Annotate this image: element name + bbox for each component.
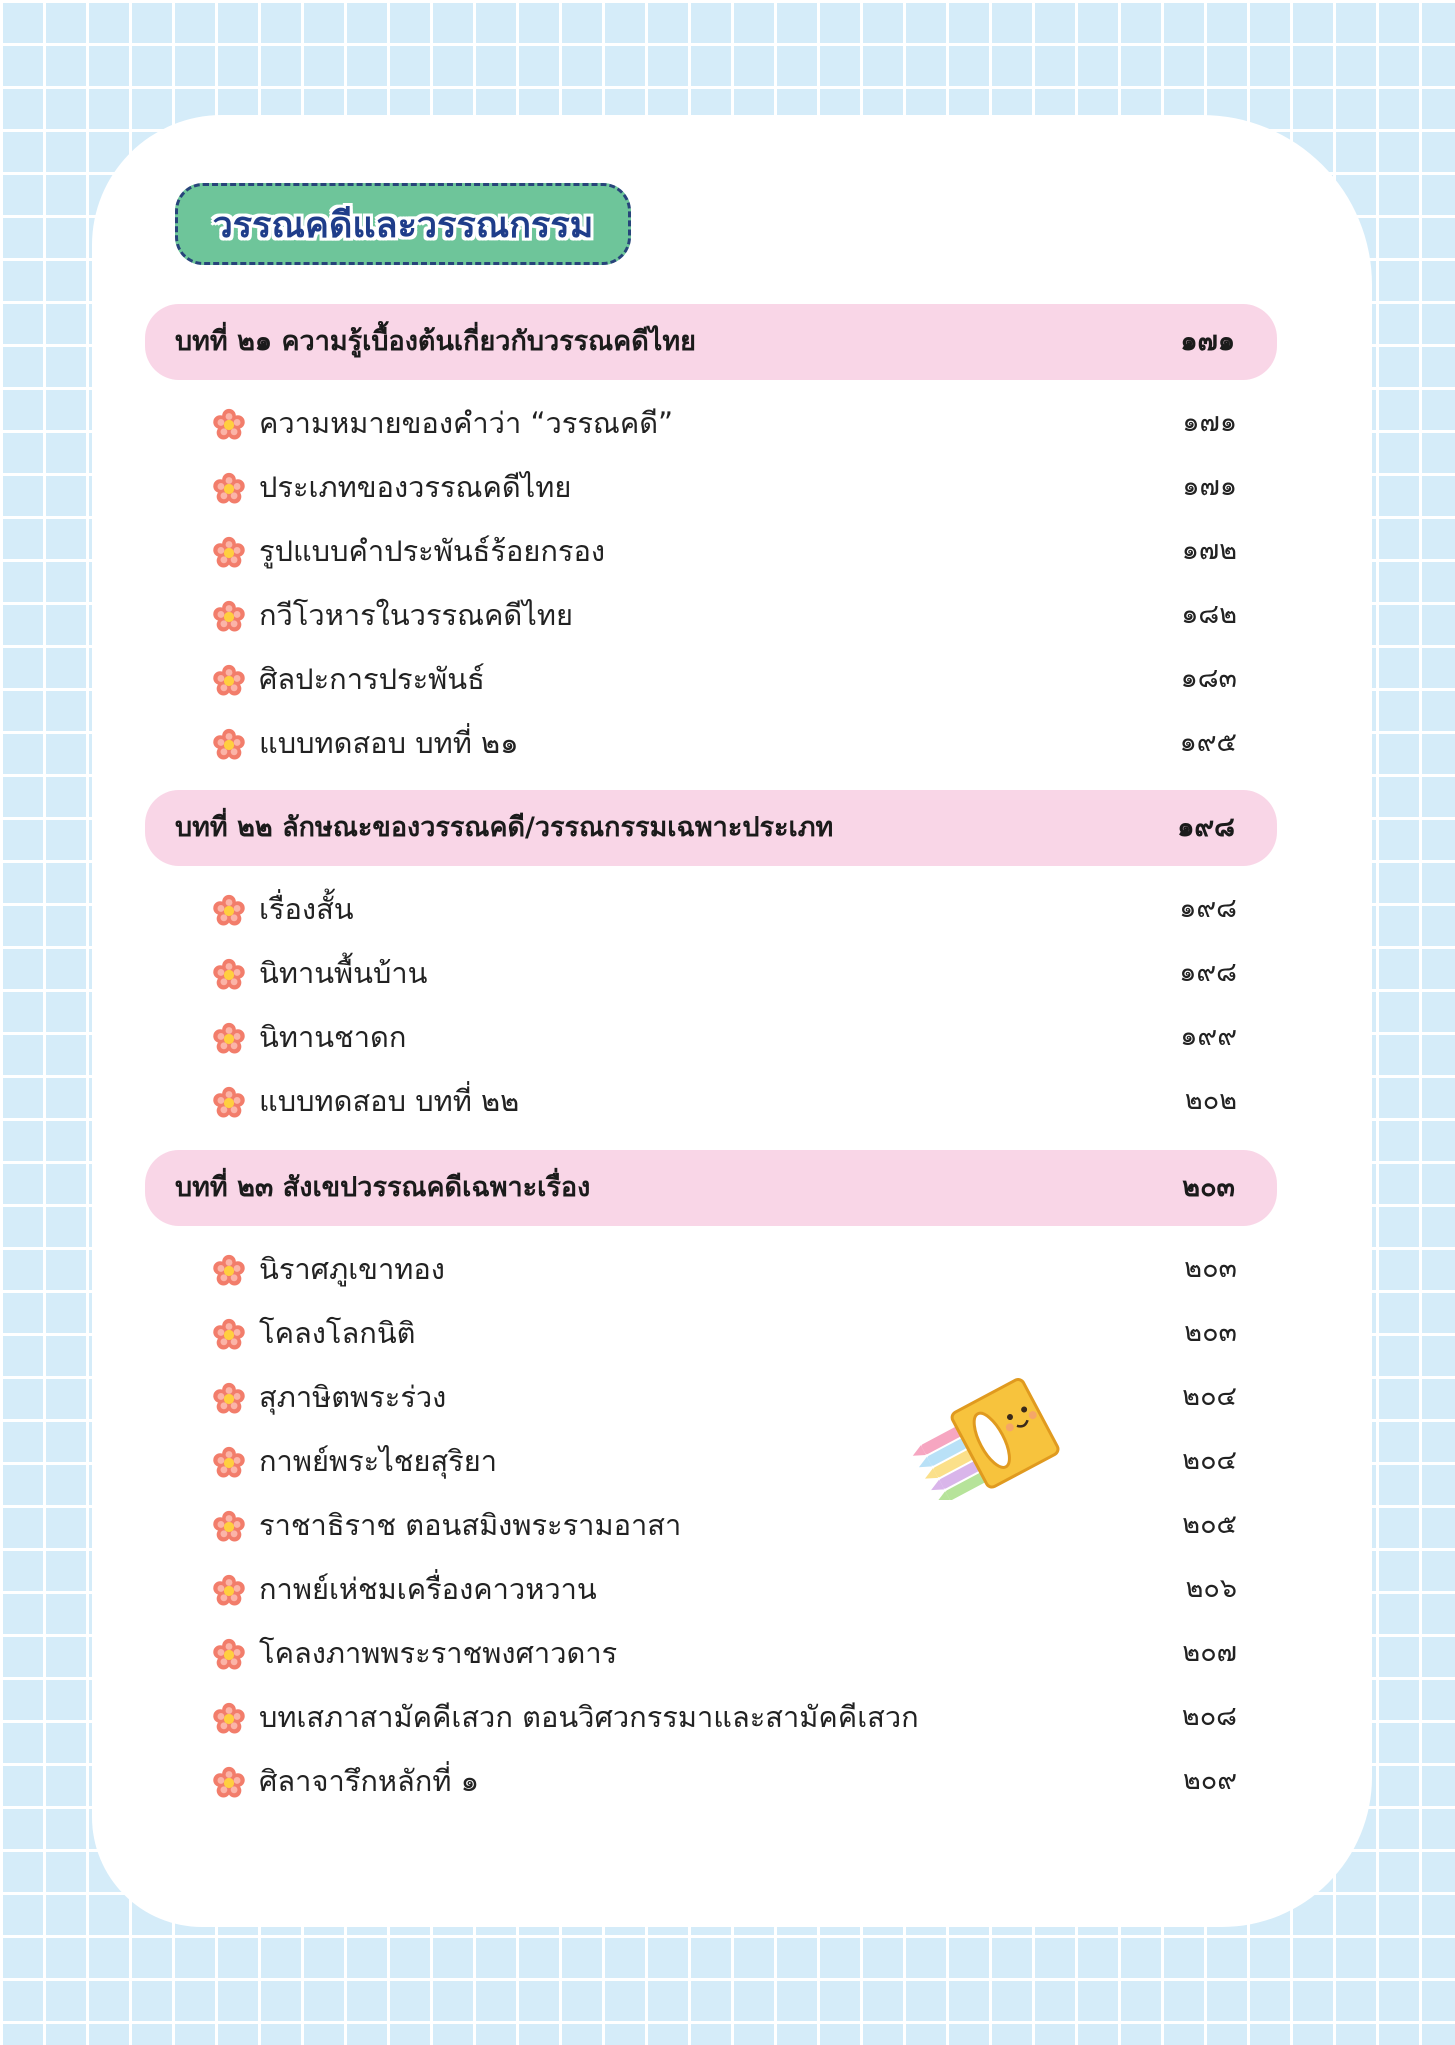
- toc-item[interactable]: [212, 526, 1242, 576]
- toc-item-page: ๒๐๓: [1184, 1317, 1237, 1348]
- toc-item-label: นิทานชาดก: [259, 1020, 407, 1054]
- toc-item-label: กาพย์เห่ชมเครื่องคาวหวาน: [259, 1572, 597, 1606]
- toc-item-page: ๑๘๓: [1180, 663, 1237, 694]
- toc-item-label: โคลงภาพพระราชพงศาวดาร: [259, 1636, 618, 1670]
- toc-item[interactable]: [212, 1244, 1242, 1294]
- toc-item-label: แบบทดสอบ บทที่ ๒๒: [259, 1084, 520, 1118]
- toc-item-label: ความหมายของคำว่า “วรรณคดี”: [259, 406, 674, 440]
- section-title: [175, 183, 631, 265]
- section-title-text: วรรณคดีและวรรณกรรม: [212, 204, 594, 246]
- toc-item-page: ๒๐๖: [1185, 1573, 1237, 1604]
- toc-item-page: ๑๗๒: [1181, 535, 1237, 566]
- toc-item-page: ๑๙๕: [1179, 727, 1237, 758]
- chapter-title: บทที่ ๒๓ สังเขปวรรณคดีเฉพาะเรื่อง: [175, 1172, 591, 1203]
- toc-item-label: กาพย์พระไชยสุริยา: [259, 1444, 498, 1478]
- flower-icon: [212, 1510, 246, 1544]
- toc-item[interactable]: [212, 1436, 1242, 1486]
- flower-icon: [212, 1702, 246, 1736]
- toc-item[interactable]: [212, 1564, 1242, 1614]
- toc-item-page: ๑๗๑: [1182, 471, 1237, 502]
- toc-item-label: สุภาษิตพระร่วง: [259, 1380, 447, 1414]
- toc-item-page: ๒๐๘: [1181, 1701, 1237, 1732]
- toc-item[interactable]: [212, 398, 1242, 448]
- chapter-title: บทที่ ๒๒ ลักษณะของวรรณคดี/วรรณกรรมเฉพาะประเภท: [175, 812, 834, 843]
- chapter-page: ๑๙๘: [1177, 812, 1235, 843]
- chapter-heading-22[interactable]: [145, 790, 1277, 866]
- toc-item[interactable]: [212, 1076, 1242, 1126]
- chapter-title: บทที่ ๒๑ ความรู้เบื้องต้นเกี่ยวกับวรรณคดีไทย: [175, 326, 696, 357]
- toc-item-page: ๑๙๘: [1179, 893, 1237, 924]
- toc-item[interactable]: [212, 1308, 1242, 1358]
- crayon-box-icon: [890, 1360, 1060, 1500]
- toc-item-page: ๑๙๘: [1179, 957, 1237, 988]
- toc-item-label: เรื่องสั้น: [259, 892, 354, 926]
- toc-item[interactable]: [212, 1012, 1242, 1062]
- toc-item[interactable]: [212, 1372, 1242, 1422]
- toc-item-label: ศิลปะการประพันธ์: [259, 662, 485, 696]
- toc-item-page: ๒๐๓: [1184, 1253, 1237, 1284]
- flower-icon: [212, 472, 246, 506]
- flower-icon: [212, 1382, 246, 1416]
- toc-item-label: ประเภทของวรรณคดีไทย: [259, 470, 572, 504]
- toc-item[interactable]: [212, 1756, 1242, 1806]
- chapter-page: ๑๗๑: [1180, 326, 1235, 357]
- chapter-heading-23[interactable]: [145, 1150, 1277, 1226]
- toc-item-page: ๑๘๒: [1181, 599, 1237, 630]
- flower-icon: [212, 536, 246, 570]
- toc-item-page: ๒๐๙: [1182, 1765, 1237, 1796]
- flower-icon: [212, 1254, 246, 1288]
- flower-icon: [212, 1086, 246, 1120]
- toc-item-label: บทเสภาสามัคคีเสวก ตอนวิศวกรรมาและสามัคคีเสวก: [259, 1700, 919, 1734]
- flower-icon: [212, 958, 246, 992]
- toc-item[interactable]: [212, 1692, 1242, 1742]
- flower-icon: [212, 408, 246, 442]
- toc-item[interactable]: [212, 948, 1242, 998]
- toc-item-page: ๒๐๕: [1182, 1509, 1237, 1540]
- toc-item-page: ๒๐๒: [1184, 1085, 1237, 1116]
- toc-item-label: ราชาธิราช ตอนสมิงพระรามอาสา: [259, 1508, 682, 1542]
- toc-item[interactable]: [212, 1500, 1242, 1550]
- toc-item[interactable]: [212, 718, 1242, 768]
- toc-item-label: กวีโวหารในวรรณคดีไทย: [259, 598, 573, 632]
- toc-item-page: ๒๐๔: [1182, 1381, 1237, 1412]
- flower-icon: [212, 664, 246, 698]
- toc-item-label: แบบทดสอบ บทที่ ๒๑: [259, 726, 519, 760]
- toc-item-label: โคลงโลกนิติ: [259, 1316, 416, 1350]
- toc-item-page: ๒๐๗: [1182, 1637, 1237, 1668]
- toc-item-label: นิราศภูเขาทอง: [259, 1252, 445, 1286]
- flower-icon: [212, 1638, 246, 1672]
- flower-icon: [212, 1022, 246, 1056]
- toc-item[interactable]: [212, 884, 1242, 934]
- toc-item-label: ศิลาจารึกหลักที่ ๑: [259, 1764, 480, 1798]
- flower-icon: [212, 894, 246, 928]
- flower-icon: [212, 1318, 246, 1352]
- toc-item[interactable]: [212, 654, 1242, 704]
- toc-item-label: รูปแบบคำประพันธ์ร้อยกรอง: [259, 534, 606, 568]
- flower-icon: [212, 728, 246, 762]
- flower-icon: [212, 1574, 246, 1608]
- chapter-page: ๒๐๓: [1182, 1172, 1235, 1203]
- flower-icon: [212, 600, 246, 634]
- toc-item[interactable]: [212, 462, 1242, 512]
- chapter-heading-21[interactable]: [145, 304, 1277, 380]
- toc-item-label: นิทานพื้นบ้าน: [259, 956, 428, 990]
- flower-icon: [212, 1766, 246, 1800]
- toc-item-page: ๑๙๙: [1180, 1021, 1237, 1052]
- flower-icon: [212, 1446, 246, 1480]
- toc-item[interactable]: [212, 590, 1242, 640]
- toc-item[interactable]: [212, 1628, 1242, 1678]
- toc-item-page: ๑๗๑: [1182, 407, 1237, 438]
- toc-item-page: ๒๐๔: [1182, 1445, 1237, 1476]
